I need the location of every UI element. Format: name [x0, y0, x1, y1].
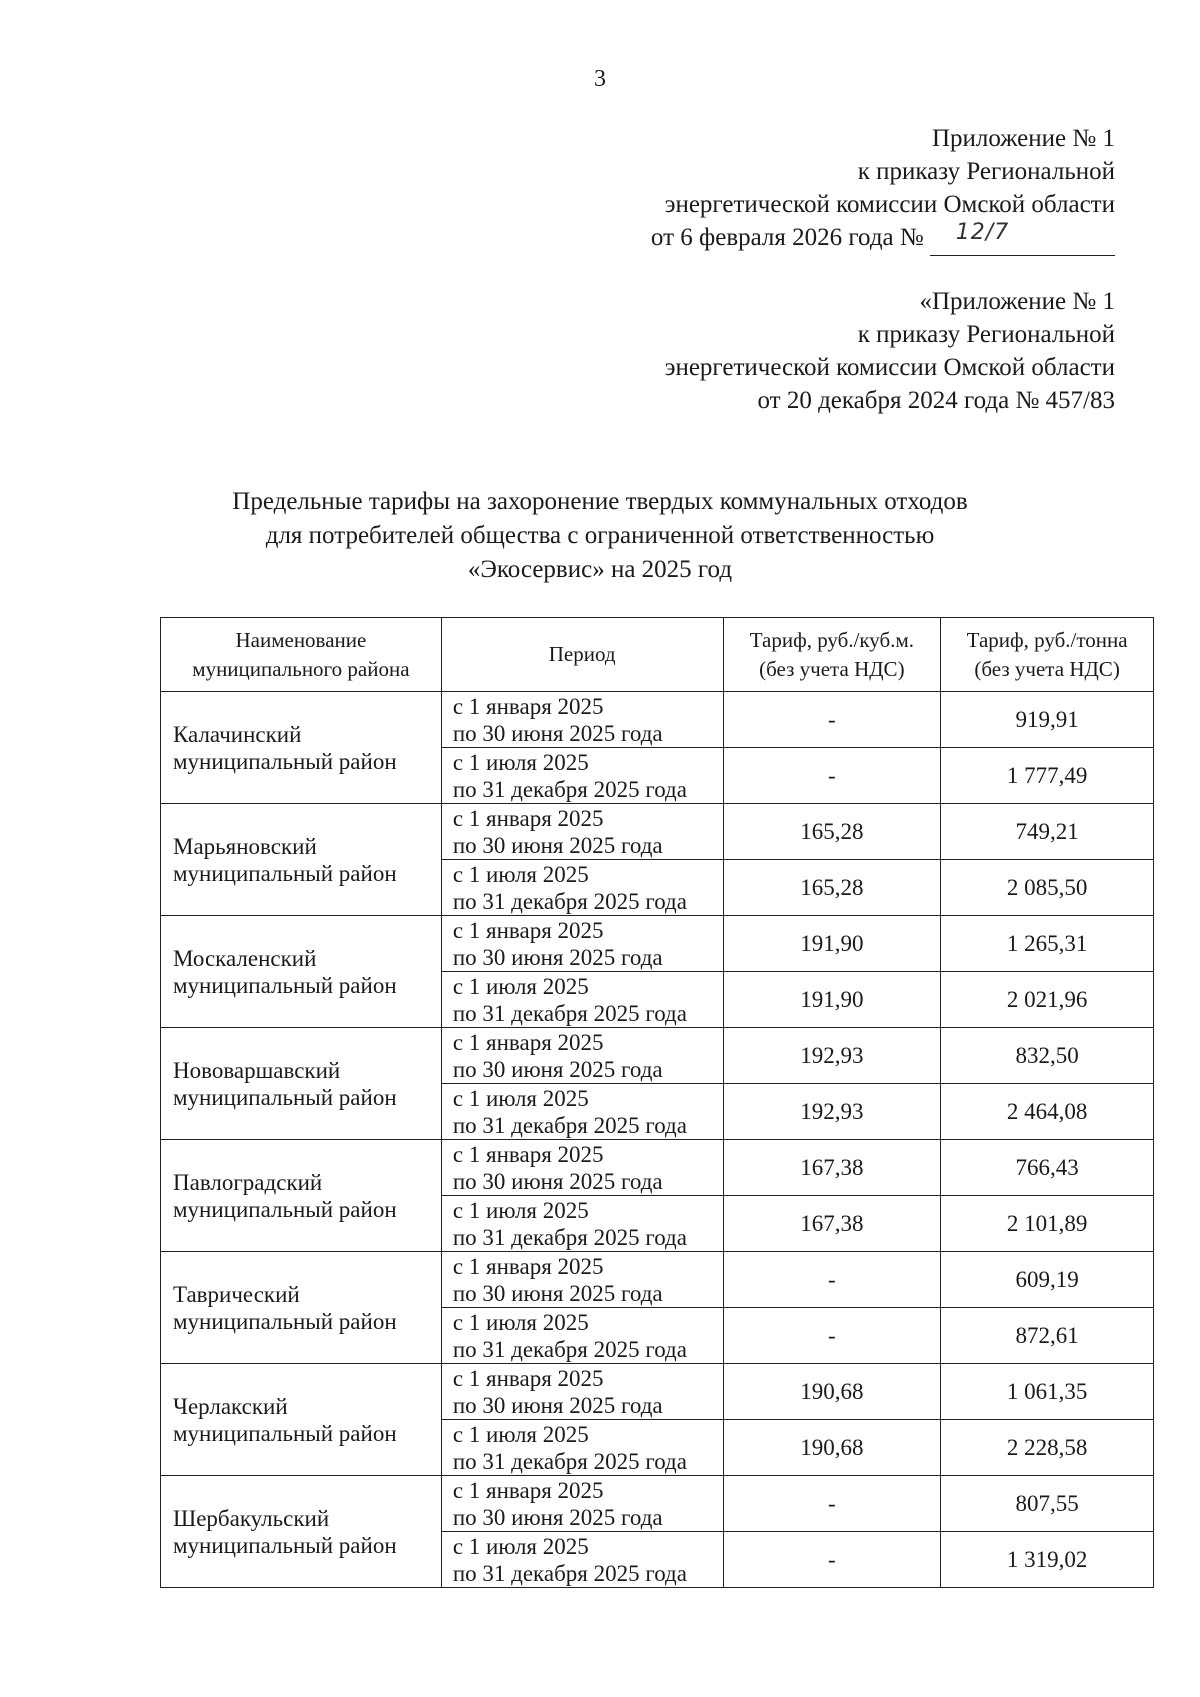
period-cell — [441, 1308, 723, 1364]
order-number-field — [930, 221, 1115, 256]
tariff-table — [160, 617, 1154, 1588]
period-end: по 30 июня 2025 года — [452, 1504, 663, 1530]
tariff-m3-cell: - — [723, 692, 941, 748]
period-end: по 30 июня 2025 года — [452, 1392, 663, 1418]
period-cell — [441, 804, 723, 860]
header-district: Наименование муниципального района — [161, 618, 442, 692]
district-cell — [161, 1140, 442, 1252]
district-suffix: муниципальный район — [173, 1532, 397, 1558]
tariff-m3-cell: 167,38 — [723, 1140, 941, 1196]
tariff-m3-cell: 192,93 — [723, 1028, 941, 1084]
tariff-ton-cell: 872,61 — [941, 1308, 1154, 1364]
period-start: с 1 января 2025 — [452, 693, 604, 719]
district-name: Шербакульский — [173, 1505, 330, 1531]
period-end: по 31 декабря 2025 года — [452, 1336, 687, 1362]
header-period: Период — [441, 618, 723, 692]
district-suffix: муниципальный район — [173, 860, 397, 886]
table-row — [161, 1028, 1154, 1084]
table-row — [161, 1252, 1154, 1308]
period-end: по 31 декабря 2025 года — [452, 1112, 687, 1138]
tariff-m3-cell: 190,68 — [723, 1420, 941, 1476]
period-start: с 1 июля 2025 — [452, 861, 589, 887]
district-suffix: муниципальный район — [173, 1308, 397, 1334]
period-cell — [441, 1476, 723, 1532]
district-cell — [161, 1252, 442, 1364]
header-tariff-m3: Тариф, руб./куб.м. (без учета НДС) — [723, 618, 941, 692]
appendix-old-line2: к приказу Региональной — [857, 321, 1115, 348]
tariff-ton-cell: 1 061,35 — [941, 1364, 1154, 1420]
period-end: по 30 июня 2025 года — [452, 832, 663, 858]
district-name: Марьяновский — [173, 833, 317, 859]
tariff-ton-cell: 919,91 — [941, 692, 1154, 748]
title-line1: Предельные тарифы на захоронение твердых коммунальных отходов — [232, 488, 968, 515]
district-suffix: муниципальный район — [173, 1196, 397, 1222]
period-end: по 30 июня 2025 года — [452, 944, 663, 970]
period-start: с 1 июля 2025 — [452, 1309, 589, 1335]
period-start: с 1 июля 2025 — [452, 1085, 589, 1111]
tariff-ton-cell: 2 101,89 — [941, 1196, 1154, 1252]
tariff-ton-cell: 2 228,58 — [941, 1420, 1154, 1476]
appendix-new-line3: энергетической комиссии Омской области — [664, 191, 1115, 218]
period-end: по 31 декабря 2025 года — [452, 776, 687, 802]
district-cell — [161, 1028, 442, 1140]
period-end: по 31 декабря 2025 года — [452, 1000, 687, 1026]
table-row — [161, 1364, 1154, 1420]
district-name: Таврический — [173, 1281, 300, 1307]
appendix-old-line1: «Приложение № 1 — [919, 288, 1115, 315]
period-end: по 31 декабря 2025 года — [452, 1448, 687, 1474]
table-row — [161, 804, 1154, 860]
period-start: с 1 января 2025 — [452, 1477, 604, 1503]
appendix-old-line4: от 20 декабря 2024 года № 457/83 — [757, 387, 1115, 414]
period-end: по 30 июня 2025 года — [452, 1056, 663, 1082]
period-end: по 30 июня 2025 года — [452, 1280, 663, 1306]
title-line3: «Экосервис» на 2025 год — [467, 556, 733, 583]
district-cell — [161, 916, 442, 1028]
period-start: с 1 июля 2025 — [452, 973, 589, 999]
tariff-m3-cell: - — [723, 1532, 941, 1588]
table-row — [161, 916, 1154, 972]
district-cell — [161, 1364, 442, 1476]
tariff-ton-cell: 2 085,50 — [941, 860, 1154, 916]
period-start: с 1 января 2025 — [452, 1365, 604, 1391]
tariff-ton-cell: 1 265,31 — [941, 916, 1154, 972]
table-row — [161, 1140, 1154, 1196]
period-start: с 1 января 2025 — [452, 1253, 604, 1279]
tariff-m3-cell: 190,68 — [723, 1364, 941, 1420]
period-cell — [441, 748, 723, 804]
period-cell — [441, 1084, 723, 1140]
tariff-ton-cell: 749,21 — [941, 804, 1154, 860]
district-name: Москаленский — [173, 945, 317, 971]
period-start: с 1 июля 2025 — [452, 1533, 589, 1559]
tariff-ton-cell: 609,19 — [941, 1252, 1154, 1308]
period-cell — [441, 916, 723, 972]
table-row — [161, 1476, 1154, 1532]
period-cell — [441, 692, 723, 748]
period-start: с 1 января 2025 — [452, 805, 604, 831]
tariff-table-body — [161, 692, 1154, 1588]
district-name: Черлакский — [173, 1393, 288, 1419]
appendix-new-date: от 6 февраля 2026 года № — [650, 224, 924, 251]
tariff-ton-cell: 2 021,96 — [941, 972, 1154, 1028]
period-end: по 30 июня 2025 года — [452, 720, 663, 746]
tariff-m3-cell: 167,38 — [723, 1196, 941, 1252]
period-cell — [441, 1532, 723, 1588]
tariff-ton-cell: 832,50 — [941, 1028, 1154, 1084]
tariff-m3-cell: 165,28 — [723, 804, 941, 860]
district-suffix: муниципальный район — [173, 748, 397, 774]
table-row — [161, 692, 1154, 748]
period-end: по 30 июня 2025 года — [452, 1168, 663, 1194]
table-header-row — [161, 618, 1154, 692]
period-end: по 31 декабря 2025 года — [452, 1224, 687, 1250]
tariff-m3-cell: 192,93 — [723, 1084, 941, 1140]
period-start: с 1 января 2025 — [452, 1029, 604, 1055]
appendix-new-line4 — [651, 221, 1115, 256]
order-number-handwritten: 12/7 — [955, 220, 1010, 245]
district-cell — [161, 804, 442, 916]
district-suffix: муниципальный район — [173, 1084, 397, 1110]
period-start: с 1 января 2025 — [452, 917, 604, 943]
title-line2: для потребителей общества с ограниченной ответственностью — [265, 522, 935, 549]
period-cell — [441, 1196, 723, 1252]
tariff-m3-cell: - — [723, 1476, 941, 1532]
period-start: с 1 января 2025 — [452, 1141, 604, 1167]
appendix-new-line2: к приказу Региональной — [857, 158, 1115, 185]
tariff-ton-cell: 766,43 — [941, 1140, 1154, 1196]
appendix-new-header — [651, 122, 1115, 256]
period-cell — [441, 1140, 723, 1196]
tariff-m3-cell: - — [723, 748, 941, 804]
period-cell — [441, 1364, 723, 1420]
period-cell — [441, 1028, 723, 1084]
tariff-m3-cell: 165,28 — [723, 860, 941, 916]
period-end: по 31 декабря 2025 года — [452, 1560, 687, 1586]
tariff-ton-cell: 807,55 — [941, 1476, 1154, 1532]
tariff-ton-cell: 1 777,49 — [941, 748, 1154, 804]
district-suffix: муниципальный район — [173, 1420, 397, 1446]
period-cell — [441, 1252, 723, 1308]
appendix-new-line1: Приложение № 1 — [931, 125, 1115, 152]
district-suffix: муниципальный район — [173, 972, 397, 998]
district-name: Нововаршавский — [173, 1057, 341, 1083]
tariff-ton-cell: 2 464,08 — [941, 1084, 1154, 1140]
page-number: 3 — [594, 66, 606, 92]
period-start: с 1 июля 2025 — [452, 1421, 589, 1447]
period-start: с 1 июля 2025 — [452, 749, 589, 775]
district-cell — [161, 692, 442, 804]
period-end: по 31 декабря 2025 года — [452, 888, 687, 914]
district-cell — [161, 1476, 442, 1588]
tariff-m3-cell: - — [723, 1252, 941, 1308]
appendix-old-line3: энергетической комиссии Омской области — [664, 354, 1115, 381]
document-title — [0, 485, 1200, 587]
appendix-old-header — [665, 285, 1115, 417]
tariff-m3-cell: - — [723, 1308, 941, 1364]
period-cell — [441, 972, 723, 1028]
tariff-m3-cell: 191,90 — [723, 916, 941, 972]
district-name: Павлоградский — [173, 1169, 323, 1195]
period-cell — [441, 860, 723, 916]
period-start: с 1 июля 2025 — [452, 1197, 589, 1223]
tariff-m3-cell: 191,90 — [723, 972, 941, 1028]
tariff-ton-cell: 1 319,02 — [941, 1532, 1154, 1588]
district-name: Калачинский — [173, 721, 302, 747]
period-cell — [441, 1420, 723, 1476]
header-tariff-ton: Тариф, руб./тонна (без учета НДС) — [941, 618, 1154, 692]
